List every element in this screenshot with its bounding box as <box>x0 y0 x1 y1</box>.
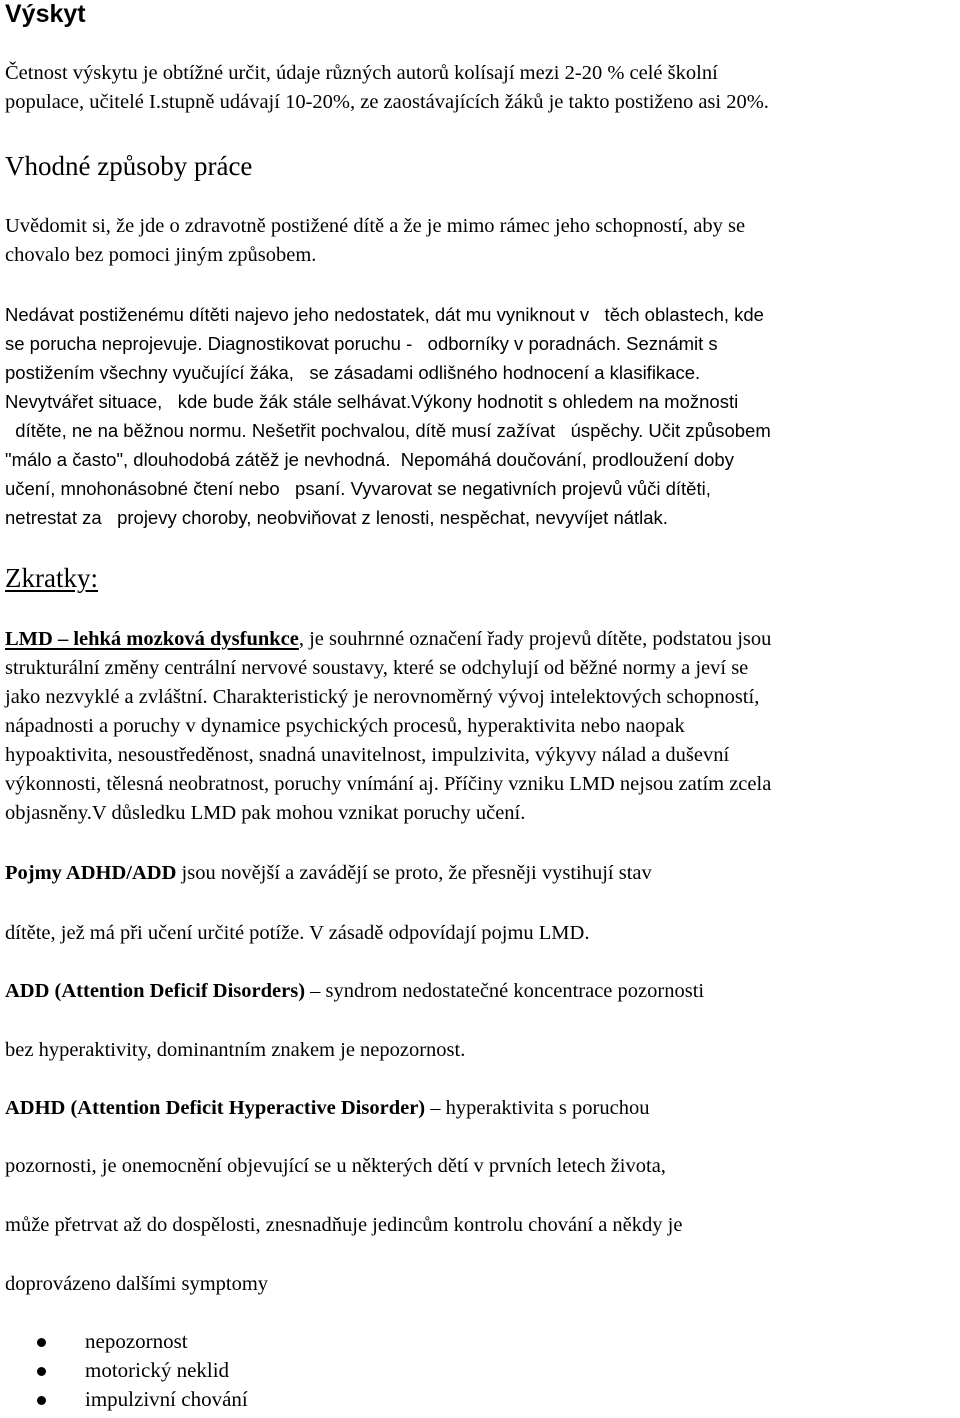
paragraph-adhd-line-2 <box>5 1152 955 1181</box>
term-adhd-add: Pojmy ADHD/ADD <box>5 862 177 884</box>
text-line <box>5 1094 955 1123</box>
text-line <box>5 625 955 654</box>
paragraph-vhodne-1 <box>5 212 955 270</box>
text-line: učení, mnohonásobné čtení nebo psaní. Vyvarovat se negativních projevů vůči dítěti, <box>5 478 711 499</box>
paragraph-lmd <box>5 625 955 828</box>
term-add: ADD (Attention Deficif Disorders) <box>5 980 306 1002</box>
paragraph-add-line-1 <box>5 977 955 1006</box>
paragraph-adhd-line-3 <box>5 1211 955 1240</box>
paragraph-add-line-2 <box>5 1036 955 1065</box>
paragraph-pojmy-line-1 <box>5 859 955 888</box>
text-line: nápadnosti a poruchy v dynamice psychických procesů, hyperaktivita nebo naopak <box>5 715 685 737</box>
text-line: "málo a často", dlouhodobá zátěž je nevhodná. Nepomáhá doučování, prodloužení doby <box>5 449 734 470</box>
paragraph-adhd-line-4 <box>5 1270 955 1299</box>
text-line: Uvědomit si, že jde o zdravotně postižené dítě a že je mimo rámec jeho schopností, aby se <box>5 215 746 237</box>
heading-zkratky: Zkratky: <box>5 563 98 593</box>
list-item-label: nepozornost <box>85 1329 188 1353</box>
list-item-label: motorický neklid <box>85 1358 230 1382</box>
text-line: jako nezvyklé a zvláštní. Charakteristický je nerovnoměrný vývoj intelektových schopností, <box>5 686 760 708</box>
bullet-icon <box>37 1396 46 1405</box>
list-item <box>37 1327 248 1356</box>
text-line: strukturální změny centrální nervové soustavy, které se odchylují od běžné normy a jeví se <box>5 657 749 679</box>
text-line <box>5 859 955 888</box>
list-item <box>37 1385 248 1414</box>
paragraph-pojmy-line-2 <box>5 919 955 948</box>
text-line: dítěte, jež má při učení určité potíže. V zásadě odpovídají pojmu LMD. <box>5 922 590 944</box>
text-line: Nedávat postiženému dítěti najevo jeho nedostatek, dát mu vyniknout v těch oblastech, kde <box>5 304 764 325</box>
text-line: hypoaktivita, nesoustředěnost, snadná unavitelnost, impulzivita, výkyvy nálad a duševní <box>5 744 730 766</box>
bullet-icon <box>37 1338 46 1347</box>
text-line: výkonnosti, tělesná neobratnost, poruchy vnímání aj. Příčiny vzniku LMD nejsou zatím zcela <box>5 773 772 795</box>
list-item <box>37 1356 248 1385</box>
text-line: pozornosti, je onemocnění objevující se u některých dětí v prvních letech života, <box>5 1155 666 1177</box>
text-line: se porucha neprojevuje. Diagnostikovat poruchu - odborníky v poradnách. Seznámit s <box>5 333 718 354</box>
paragraph-vyskyt <box>5 59 955 117</box>
heading-vhodne-zpusoby: Vhodné způsoby práce <box>5 151 253 181</box>
text-line: postižením všechny vyučující žáka, se zásadami odlišného hodnocení a klasifikace. <box>5 362 701 383</box>
text-line: objasněny.V důsledku LMD pak mohou vznikat poruchy učení. <box>5 802 526 824</box>
text-fragment: , je souhrnné označení řady projevů dítěte, podstatou jsou <box>298 628 772 650</box>
heading-vyskyt: Výskyt <box>5 0 86 28</box>
text-line: dítěte, ne na běžnou normu. Nešetřit pochvalou, dítě musí zažívat úspěchy. Učit způsobem <box>5 420 771 441</box>
text-line: netrestat za projevy choroby, neobviňovat z lenosti, nespěchat, nevyvíjet nátlak. <box>5 507 668 528</box>
text-line: Nevytvářet situace, kde bude žák stále selhávat.Výkony hodnotit s ohledem na možnosti <box>5 391 739 412</box>
list-item-label: impulzivní chování <box>85 1387 248 1411</box>
text-line: populace, učitelé I.stupně udávají 10-20%, ze zaostávajících žáků je takto postiženo asi 20%. <box>5 91 769 113</box>
bullet-icon <box>37 1367 46 1376</box>
text-line <box>5 977 955 1006</box>
text-line: doprovázeno dalšími symptomy <box>5 1273 269 1295</box>
symptom-list <box>37 1327 248 1414</box>
term-adhd: ADHD (Attention Deficit Hyperactive Disorder) <box>5 1097 426 1119</box>
text-fragment: jsou novější a zavádějí se proto, že přesněji vystihují stav <box>176 862 652 884</box>
text-fragment: – hyperaktivita s poruchou <box>425 1097 650 1119</box>
text-line: chovalo bez pomoci jiným způsobem. <box>5 244 317 266</box>
term-lmd: LMD – lehká mozková dysfunkce <box>5 628 299 650</box>
text-line: Četnost výskytu je obtížné určit, údaje různých autorů kolísají mezi 2-20 % celé školní <box>5 62 718 84</box>
text-fragment: – syndrom nedostatečné koncentrace pozornosti <box>305 980 705 1002</box>
paragraph-adhd-line-1 <box>5 1094 955 1123</box>
paragraph-vhodne-2 <box>5 300 955 532</box>
text-line: bez hyperaktivity, dominantním znakem je nepozornost. <box>5 1039 466 1061</box>
text-line: může přetrvat až do dospělosti, znesnadňuje jedincům kontrolu chování a někdy je <box>5 1214 683 1236</box>
